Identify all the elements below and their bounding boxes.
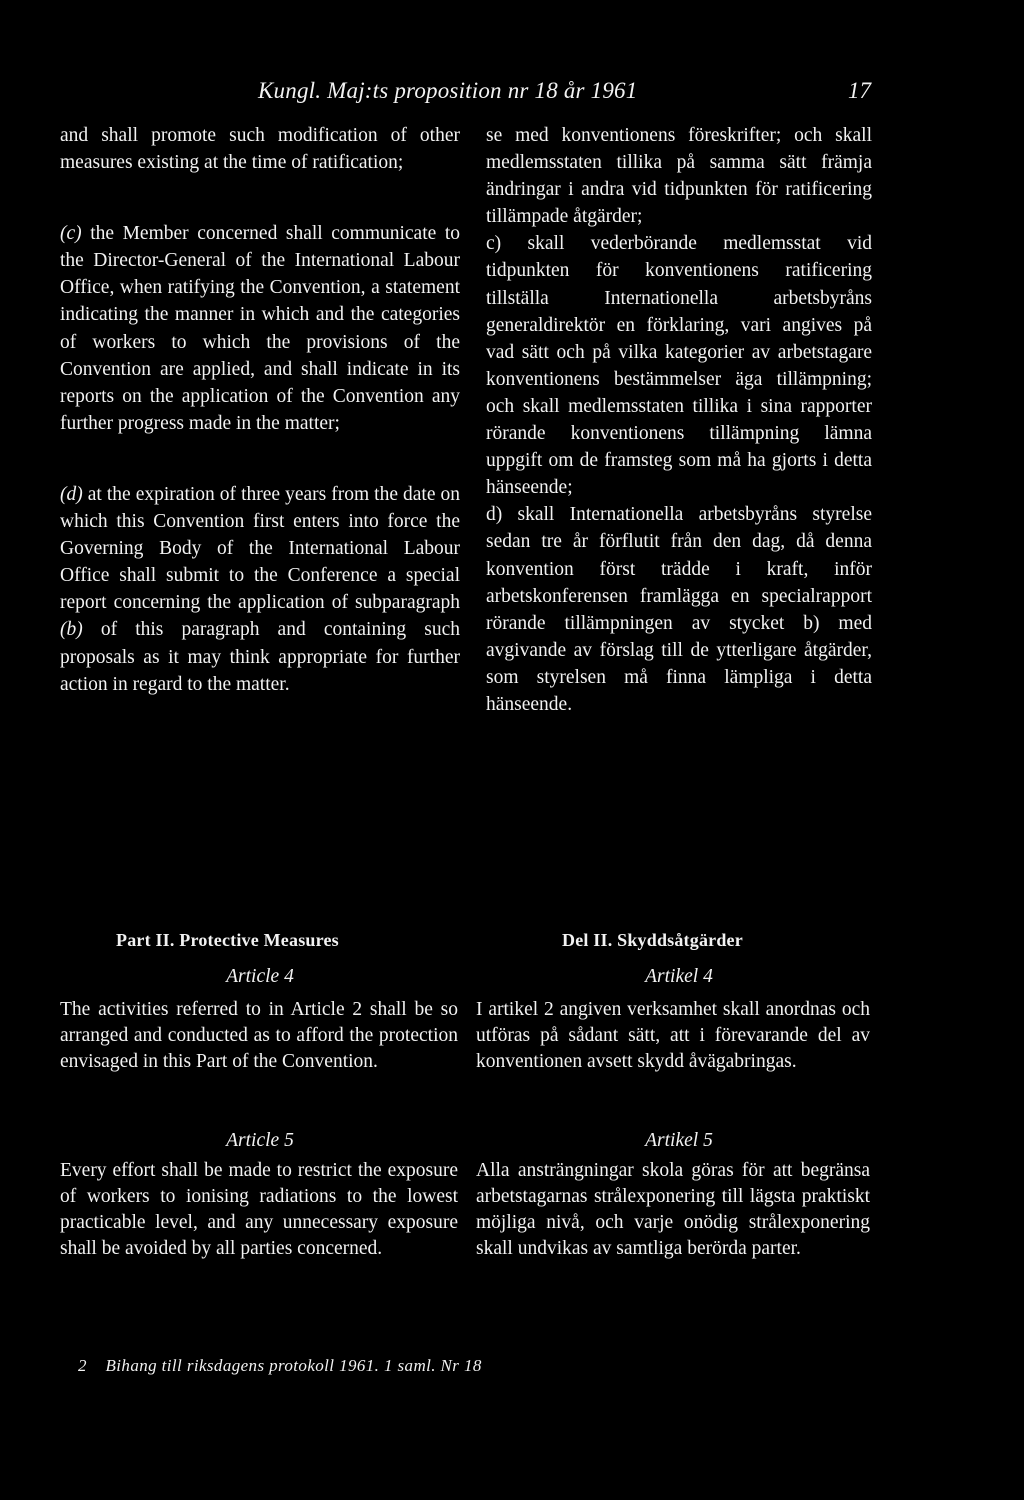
en-paragraph-d bbox=[60, 481, 460, 698]
en-paragraph-c-text: the Member concerned shall communicate to the Director-General of the International Labour Office, when ratifying the Convention, a statement indicating the manner in which and the categories of workers to which the provisions of the Convention are applied, and shall indicate in its reports on the application of the Convention any further progress made in the matter; bbox=[60, 223, 461, 434]
sv-article-5-heading: Artikel 5 bbox=[645, 1130, 713, 1151]
footer-text: Bihang till riksdagens protokoll 1961. 1 saml. Nr 18 bbox=[105, 1356, 482, 1375]
sv-part-label: Del II. bbox=[562, 930, 613, 950]
sv-part-heading bbox=[562, 930, 743, 951]
page-number: 17 bbox=[848, 78, 871, 103]
en-article-5-body: Every effort shall be made to restrict the exposure of workers to ionising radiations to the lowest practicable level, and any unnecessary exposure shall be avoided by all parties concerned. bbox=[60, 1160, 458, 1259]
sv-paragraph-c: c) skall vederbörande medlemsstat vid tidpunkten för konventionens ratificering tillställa Internationella arbetsbyråns generaldirektör en förklaring, vari angives på vad sätt och på vilka kategorier av arbetstagare konventionens bestämmelser äga tillämpning; och skall medlemsstaten tillika i sina rapporter rörande konventionens tillämpning lämna uppgift om de framsteg som må ha gjorts i detta hänseende; bbox=[486, 233, 872, 499]
en-paragraph-d-text-b: of this paragraph and containing such proposals as it may think appropriate for further action in regard to the matter. bbox=[60, 619, 460, 695]
footer-sheet-number: 2 bbox=[78, 1356, 87, 1375]
sv-paragraph-d: d) skall Internationella arbetsbyråns styrelse sedan tre år förflutit från den dag, då denna konvention först trädde i kraft, inför arbetskonferensen framlägga en specialrapport rörande tillämpningen av stycket b) med avgivande av förslag till de ytterligare åtgärder, som styrelsen må finna lämpliga i detta hänseende. bbox=[486, 504, 872, 715]
en-article-4-text bbox=[60, 997, 458, 1075]
english-column-upper bbox=[60, 122, 460, 698]
en-part-heading bbox=[116, 930, 339, 951]
sv-article-4-text bbox=[476, 997, 870, 1075]
running-header: Kungl. Maj:ts proposition nr 18 år 1961 bbox=[258, 78, 638, 103]
en-paragraph-c bbox=[60, 220, 460, 437]
sv-article-4-heading: Artikel 4 bbox=[645, 966, 713, 987]
en-paragraph-continuation: and shall promote such modification of other measures existing at the time of ratification; bbox=[60, 125, 460, 174]
sv-article-5-text bbox=[476, 1158, 870, 1262]
en-marker-c: (c) bbox=[60, 223, 82, 245]
en-article-4-heading: Article 4 bbox=[226, 966, 294, 987]
sv-part-title: Skyddsåtgärder bbox=[617, 930, 743, 950]
sv-article-4-body: I artikel 2 angiven verksamhet skall anordnas och utföras på sådant sätt, att i förevarande del av konventionen avsett skydd åvägabringas. bbox=[476, 999, 870, 1072]
en-subparagraph-ref: (b) bbox=[60, 619, 83, 641]
en-article-4-body: The activities referred to in Article 2 shall be so arranged and conducted as to afford the protection envisaged in this Part of the Convention. bbox=[60, 999, 458, 1072]
page-footer bbox=[78, 1356, 482, 1376]
en-part-title: Protective Measures bbox=[179, 930, 339, 950]
en-marker-d: (d) bbox=[60, 483, 83, 505]
en-paragraph-d-text-a: at the expiration of three years from the date on which this Convention first enters into force the Governing Body of the International Labour Office shall submit to the Conference a special report concerning the application of subparagraph bbox=[60, 483, 461, 614]
en-article-5-text bbox=[60, 1158, 458, 1262]
en-article-5-heading: Article 5 bbox=[226, 1130, 294, 1151]
sv-paragraph-continuation: se med konventionens föreskrifter; och skall medlemsstaten tillika på samma sätt främja ändringar i andra vid tidpunkten för ratificering tillämpade åtgärder; bbox=[486, 125, 872, 228]
en-part-label: Part II. bbox=[116, 930, 175, 950]
swedish-column-upper bbox=[486, 122, 872, 718]
sv-article-5-body: Alla ansträngningar skola göras för att begränsa arbetstagarnas strålexponering till lägsta praktiskt möjliga nivå, och varje onödig strålexponering skall undvikas av samtliga berörda parter. bbox=[476, 1160, 870, 1259]
